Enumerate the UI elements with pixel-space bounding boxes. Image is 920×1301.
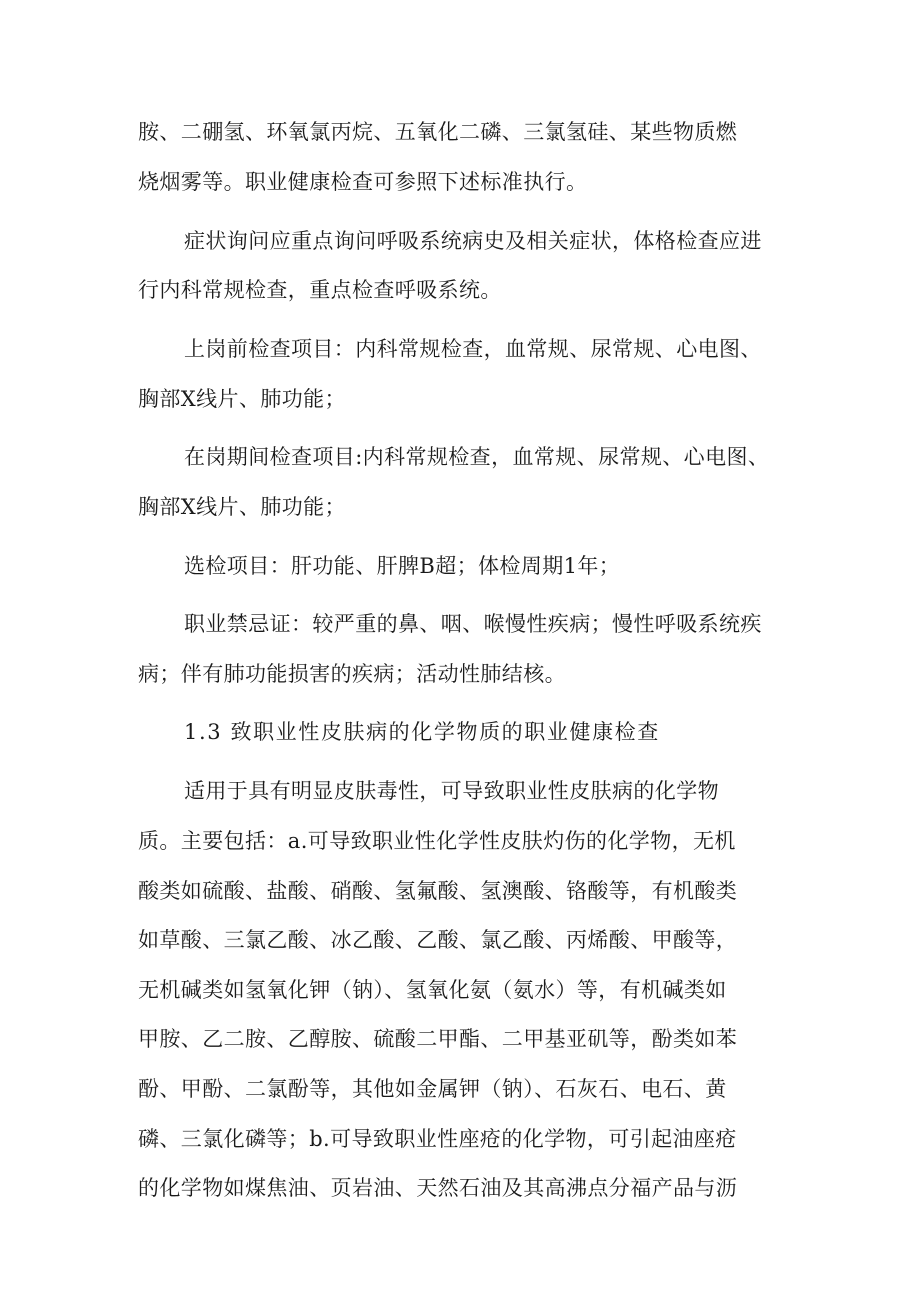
text-line: 胸部X线片、肺功能； — [138, 387, 346, 411]
text-line: 甲胺、乙二胺、乙醇胺、硫酸二甲酯、二甲基亚矶等，酚类如苯 — [138, 1027, 738, 1051]
text-line: 胺、二硼氢、环氧氯丙烷、五氧化二磷、三氯氢硅、某些物质燃 — [138, 120, 738, 144]
text-line: 上岗前检查项目：内科常规检查，血常规、尿常规、心电图、 — [184, 337, 762, 361]
text-line: 适用于具有明显皮肤毒性，可导致职业性皮肤病的化学物 — [184, 779, 719, 803]
text-line: 如草酸、三氯乙酸、冰乙酸、乙酸、氯乙酸、丙烯酸、甲酸等， — [138, 928, 738, 952]
text-line: 的化学物如煤焦油、页岩油、天然石油及其高沸点分福产品与沥 — [138, 1176, 738, 1200]
text-line: 磷、三氯化磷等；b.可导致职业性座疮的化学物，可引起油座疮 — [138, 1127, 737, 1151]
text-line: 在岗期间检查项目:内科常规检查，血常规、尿常规、心电图、 — [184, 445, 770, 469]
text-line: 症状询问应重点询问呼吸系统病史及相关症状，体格检查应进 — [184, 229, 762, 253]
text-line: 无机碱类如氢氧化钾（钠）、氢氧化氨（氨水）等，有机碱类如 — [138, 978, 727, 1002]
text-line: 酚、甲酚、二氯酚等，其他如金属钾（钠）、石灰石、电石、黄 — [138, 1077, 727, 1101]
text-line: 质。主要包括：a.可导致职业性化学性皮肤灼伤的化学物，无机 — [138, 829, 736, 853]
text-line: 行内科常规检查，重点检查呼吸系统。 — [138, 278, 502, 302]
text-line: 职业禁忌证：较严重的鼻、咽、喉慢性疾病；慢性呼吸系统疾 — [184, 612, 762, 636]
section-heading: 1.3 致职业性皮肤病的化学物质的职业健康检查 — [184, 720, 660, 744]
text-line: 烧烟雾等。职业健康检查可参照下述标准执行。 — [138, 170, 588, 194]
text-line: 胸部X线片、肺功能； — [138, 495, 346, 519]
text-line: 病；伴有肺功能损害的疾病；活动性肺结核。 — [138, 662, 566, 686]
text-line: 选检项目：肝功能、肝脾B超；体检周期1年； — [184, 554, 621, 578]
text-line: 酸类如硫酸、盐酸、硝酸、氢氟酸、氢澳酸、铬酸等，有机酸类 — [138, 879, 738, 903]
